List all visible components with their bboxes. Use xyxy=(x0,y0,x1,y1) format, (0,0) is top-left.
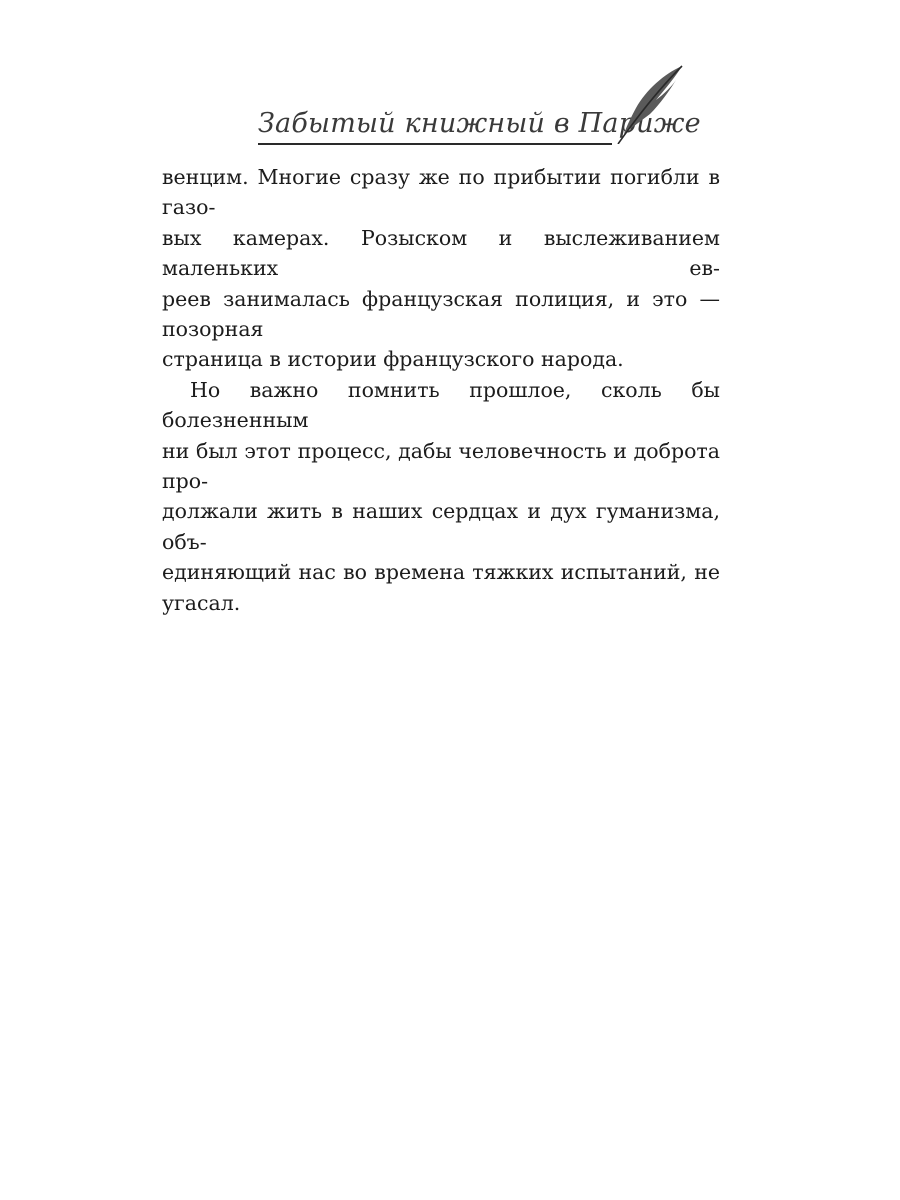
paragraph-1-line-3: реев занималась французская полиция, и это — позорная xyxy=(162,286,720,342)
paragraph-2-line-4: единяющий нас во времена тяжких испытаний, не угасал. xyxy=(162,560,720,615)
header-rule xyxy=(258,143,612,145)
paragraph-2-line-2: ни был этот процесс, дабы человечность и доброта про- xyxy=(162,438,720,494)
paragraph-1-line-4: страница в истории французского народа. xyxy=(162,347,624,372)
body-text xyxy=(162,162,720,618)
paragraph-1-line-1: венцим. Многие сразу же по прибытии погибли в газо- xyxy=(162,165,720,220)
paragraph-2-line-3: должали жить в наших сердцах и дух гуманизма, объ- xyxy=(162,499,720,554)
running-title: Забытый книжный в Париже xyxy=(258,108,701,139)
quill-icon xyxy=(612,64,686,144)
paragraph-2-line-1: Но важно помнить прошлое, сколь бы болезненным xyxy=(162,377,720,433)
paragraph-1-line-2: вых камерах. Розыском и выслеживанием маленьких ев- xyxy=(162,225,720,281)
page-header xyxy=(240,60,701,150)
